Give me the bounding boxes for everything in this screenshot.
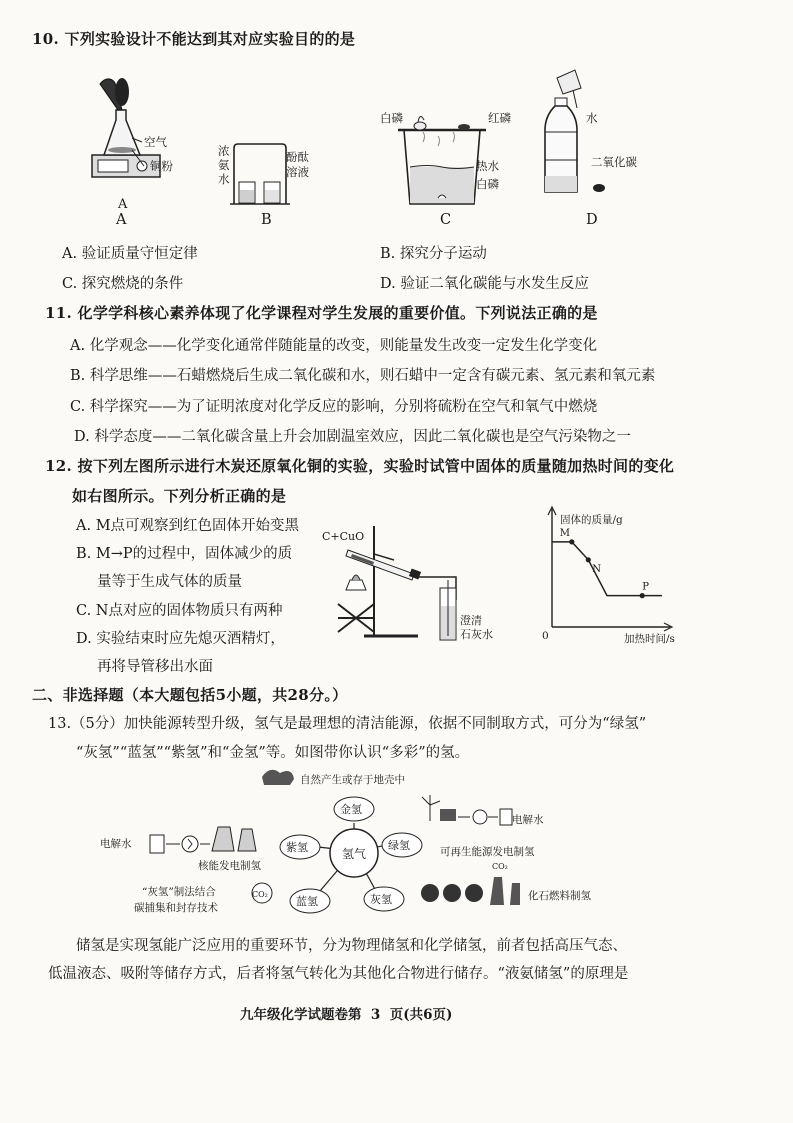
chart-origin-label: 0 xyxy=(542,630,549,642)
figure-c-label: C xyxy=(440,212,452,228)
figure-c-combustion xyxy=(398,112,488,212)
fossil-label: 化石燃料制氢 xyxy=(528,890,591,902)
gas-icon xyxy=(465,884,483,902)
figure-a-copper-label: 铜粉 xyxy=(150,159,173,173)
electricity-icon-right xyxy=(473,810,487,824)
q10-option-b: B. 探究分子运动 xyxy=(380,246,487,262)
electrolysis-right-label: 电解水 xyxy=(512,814,544,826)
q13-storage-line2: 低温液态、吸附等储存方式，后者将氢气转化为其他化合物进行储存。“液氨储氢”的原理是 xyxy=(48,966,629,982)
page-footer: 九年级化学试题卷第 3 页(共6页) xyxy=(240,1007,453,1023)
figure-a-caption: A xyxy=(116,212,127,228)
purple-hydrogen: 紫氢 xyxy=(286,841,308,854)
figure-a-label: A xyxy=(118,197,128,212)
figure-a-mass-conservation xyxy=(82,70,202,210)
gray-hydrogen: 灰氢 xyxy=(370,893,392,906)
q11-option-b: B. 科学思维——石蜡燃烧后生成二氧化碳和水，则石蜡中一定含有碳元素、氢元素和氧元素 xyxy=(70,368,656,384)
figure-d-water-label: 水 xyxy=(586,111,598,125)
figure-b-molecular-motion xyxy=(230,142,290,208)
q11-option-c: C. 科学探究——为了证明浓度对化学反应的影响，分别将硫粉在空气和氧气中燃烧 xyxy=(70,399,598,415)
charcoal-reduction-apparatus xyxy=(318,520,498,650)
electrolysis-left-icon xyxy=(150,835,164,853)
figure-c-hot-water: 热水 xyxy=(476,159,499,173)
figure-d-label: D xyxy=(586,212,598,228)
q13-line2: “灰氢”“蓝氢”“紫氢”和“金氢”等。如图带你认识“多彩”的氢。 xyxy=(76,745,470,761)
co2-right-label: CO₂ xyxy=(492,862,508,871)
center-hydrogen: 氢气 xyxy=(342,847,367,861)
section2-title: 二、非选择题（本大题包括5小题，共28分。） xyxy=(32,686,348,704)
chart-ylabel: 固体的质量/g xyxy=(560,514,623,526)
capture-label-2: 碳捕集和封存技术 xyxy=(134,902,218,914)
q12-option-c: C. N点对应的固体物质只有两种 xyxy=(76,603,283,619)
q12-option-a: A. M点可观察到红色固体开始变黑 xyxy=(76,518,300,534)
figure-b-label: B xyxy=(261,212,272,228)
solid-mass-chart xyxy=(540,505,685,645)
factory-icon xyxy=(490,877,520,905)
co2-left-label: CO₂ xyxy=(252,890,268,899)
electrolysis-right-icon xyxy=(500,809,512,825)
figure-b-phenol-label: 酚酞 溶液 xyxy=(286,150,309,179)
figure-a-air-label: 空气 xyxy=(144,135,167,149)
electricity-icon xyxy=(182,836,198,852)
nuclear-label: 核能发电制氢 xyxy=(198,860,261,872)
green-hydrogen: 绿氢 xyxy=(388,839,410,852)
q10-option-a: A. 验证质量守恒定律 xyxy=(62,246,198,262)
q11-option-a: A. 化学观念——化学变化通常伴随能量的改变，则能量发生改变一定发生化学变化 xyxy=(70,338,598,354)
q11-stem: 11. 化学学科核心素养体现了化学课程对学生发展的重要价值。下列说法正确的是 xyxy=(45,304,598,322)
chart-point-label-m: M xyxy=(559,527,571,539)
q12-option-d: D. 实验结束时应先熄灭酒精灯， xyxy=(76,631,285,647)
nuclear-plant-icon xyxy=(212,827,256,851)
apparatus-limewater-label-1: 澄清 xyxy=(460,614,482,627)
capture-label-1: “灰氢”制法结合 xyxy=(142,886,216,898)
coal-icon xyxy=(421,884,439,902)
renewable-label: 可再生能源发电制氢 xyxy=(440,846,535,858)
chart-xlabel: 加热时间/s xyxy=(624,633,675,645)
figure-c-red-p: 红磷 xyxy=(488,111,511,125)
apparatus-reagent-label: C+CuO xyxy=(322,530,365,543)
q12-stem-line1: 12. 按下列左图所示进行木炭还原氧化铜的实验，实验时试管中固体的质量随加热时间的变化 xyxy=(45,457,675,475)
natural-source-label: 自然产生或存于地壳中 xyxy=(300,774,405,786)
solar-panel-icon xyxy=(440,809,456,821)
figure-d-co2-label: 二氧化碳 xyxy=(591,155,637,169)
hydrogen-color-diagram xyxy=(100,765,670,925)
chart-point-m xyxy=(569,539,574,544)
q11-option-d: D. 科学态度——二氧化碳含量上升会加剧温室效应，因此二氧化碳也是空气污染物之一 xyxy=(74,429,631,445)
figure-d-co2-water xyxy=(535,70,615,200)
q12-option-b-cont: 量等于生成气体的质量 xyxy=(97,574,242,590)
q13-storage-line1: 储氢是实现氢能广泛应用的重要环节，分为物理储氢和化学储氢，前者包括高压气态、 xyxy=(76,938,627,954)
chart-point-p xyxy=(640,593,645,598)
figure-b-ammonia-label: 浓 氨 水 xyxy=(218,144,230,186)
apparatus-limewater-label-2: 石灰水 xyxy=(460,628,493,641)
q10-option-c: C. 探究燃烧的条件 xyxy=(62,276,184,292)
electrolysis-left-label: 电解水 xyxy=(100,838,132,850)
blue-hydrogen: 蓝氢 xyxy=(296,895,318,908)
q12-option-d-cont: 再将导管移出水面 xyxy=(97,659,213,675)
chart-point-label-p: P xyxy=(642,581,649,593)
rock-icon xyxy=(262,770,294,785)
chart-point-label-n: N xyxy=(592,563,602,575)
q12-stem-line2: 如右图所示。下列分析正确的是 xyxy=(72,487,287,505)
oil-icon xyxy=(443,884,461,902)
figure-c-white-p-bottom: 白磷 xyxy=(476,177,499,191)
chart-point-n xyxy=(586,557,591,562)
q13-line1: 13.（5分）加快能源转型升级，氢气是最理想的清洁能源，依据不同制取方式，可分为“绿氢” xyxy=(48,716,647,732)
q10-stem: 10. 下列实验设计不能达到其对应实验目的的是 xyxy=(32,30,356,48)
figure-c-white-p-top: 白磷 xyxy=(380,111,403,125)
q12-option-b: B. M→P的过程中，固体减少的质 xyxy=(76,546,293,562)
q10-option-d: D. 验证二氧化碳能与水发生反应 xyxy=(380,276,589,292)
gold-hydrogen: 金氢 xyxy=(340,803,362,816)
